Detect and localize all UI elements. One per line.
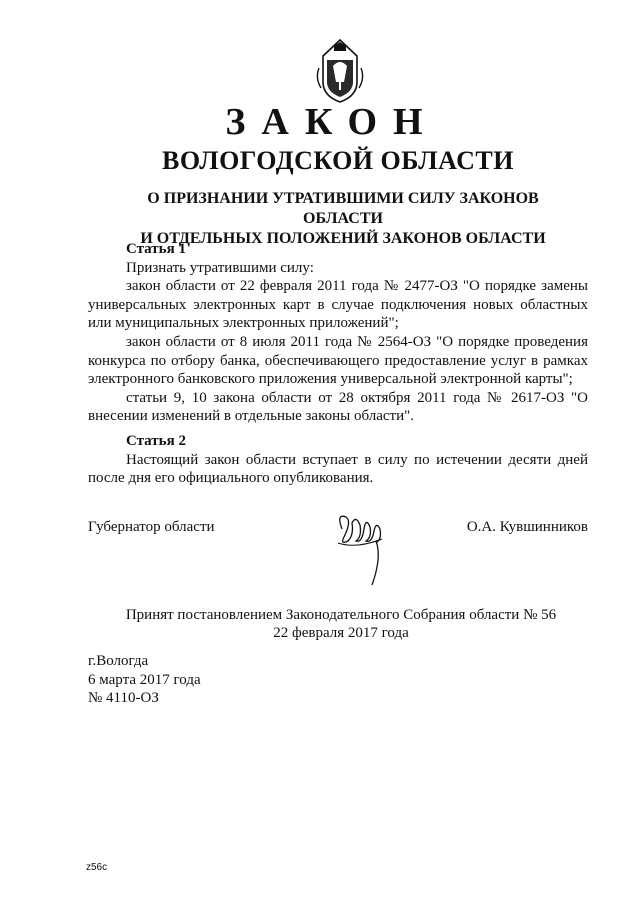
- law-number: № 4110-ОЗ: [88, 690, 159, 707]
- document-type-title: ЗАКОН: [225, 101, 439, 143]
- article-2: [88, 432, 588, 488]
- article-1: [88, 240, 588, 426]
- adoption-date: 22 февраля 2017 года: [273, 625, 409, 641]
- place-date-block: [88, 652, 201, 708]
- article-1-intro: Признать утратившими силу:: [126, 259, 314, 276]
- region-title: ВОЛОГОДСКОЙ ОБЛАСТИ: [162, 146, 514, 175]
- article-2-heading: Статья 2: [126, 433, 186, 449]
- adoption-line-1: Принят постановлением Законодательного Собрания области № 56: [125, 607, 557, 623]
- handwritten-signature: [332, 507, 388, 589]
- governor-title: Губернатор области: [88, 519, 215, 535]
- coat-of-arms-emblem: [313, 38, 367, 104]
- subtitle-line-1: О ПРИЗНАНИИ УТРАТИВШИМИ СИЛУ ЗАКОНОВ ОБЛАСТИ: [147, 190, 539, 227]
- governor-name: О.А. Кувшинников: [466, 519, 588, 535]
- article-1-heading: Статья 1: [126, 241, 186, 257]
- article-1-item-2: закон области от 8 июля 2011 года № 2564-ОЗ "О порядке проведения конкурса по отбору банка, обеспечивающего предоставление услуг в рамках электронного банковского приложения универсальной электронной карты";: [88, 333, 588, 388]
- subtitle-line-2: И ОТДЕЛЬНЫХ ПОЛОЖЕНИЙ ЗАКОНОВ ОБЛАСТИ: [140, 230, 546, 247]
- place-city: г.Вологда: [88, 653, 149, 669]
- signing-date: 6 марта 2017 года: [88, 671, 201, 688]
- article-2-text: Настоящий закон области вступает в силу по истечении десяти дней после дня его официального опубликования.: [88, 451, 588, 487]
- article-1-item-3: статьи 9, 10 закона области от 28 октября 2011 года № 2617-ОЗ "О внесении изменений в отдельные законы области".: [88, 389, 588, 425]
- adoption-note: [0, 606, 640, 642]
- footer-code: z56c: [86, 862, 108, 873]
- article-1-item-1: закон области от 22 февраля 2011 года № 2477-ОЗ "О порядке замены универсальных электронных карт в случае подключения новых областных или муниципальных электронных приложений";: [88, 278, 588, 332]
